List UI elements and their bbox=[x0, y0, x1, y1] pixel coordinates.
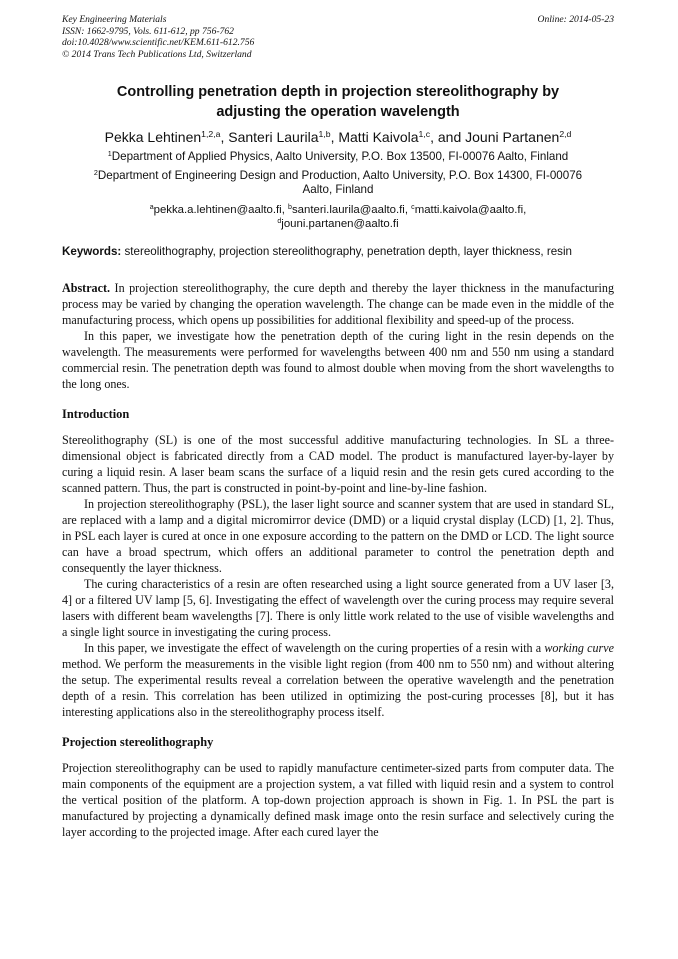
keywords bbox=[62, 245, 614, 259]
affiliation-2 bbox=[62, 169, 614, 198]
paragraph-text: In projection stereolithography, the cure depth and thereby the layer thickness in the manufacturing process may be varied by changing the operation wavelength. The change can be made even in the middle of the manufacturing process, which opens up possibilities for additional flexibility and speed-up of the process. bbox=[62, 280, 614, 327]
paper-title bbox=[62, 82, 614, 122]
journal-copyright: © 2014 Trans Tech Publications Ltd, Switzerland bbox=[62, 48, 252, 60]
author-list bbox=[62, 128, 614, 146]
author-separator: , bbox=[330, 129, 339, 145]
email-link[interactable]: pekka.a.lehtinen@aalto.fi, bbox=[153, 203, 289, 216]
paragraph-text: method. We perform the measurements in the visible light region (from 400 nm to 550 nm) and without altering the setup. The experimental results reveal a correlation between the operative wavelength and the penetration depth of a resin. This correlation has been utilized in optimizing the post-curing processes [8], but it has interesting applications also in the stereolithography process itself. bbox=[62, 656, 614, 719]
intro-paragraph: Stereolithography (SL) is one of the most successful additive manufacturing technologies. In SL a three-dimensional object is fabricated directly from a CAD model. The product is manufactured layer-by-layer by curing a liquid resin. A laser beam scans the surface of a liquid resin and the resin gets cured according to the scanned pattern. Thus, the part is constructed in point-by-point and line-by-line fashion. bbox=[62, 432, 614, 495]
email-mark: d bbox=[277, 217, 282, 225]
email-mark: c bbox=[411, 203, 415, 211]
intro-paragraph bbox=[62, 640, 614, 720]
journal-doi[interactable]: doi:10.4028/www.scientific.net/KEM.611-612.756 bbox=[62, 37, 255, 48]
affiliation-text: Aalto, Finland bbox=[302, 183, 374, 196]
abstract-paragraph: In this paper, we investigate how the penetration depth of the curing light in the resin depends on the wavelength. The measurements were performed for wavelengths between 400 nm and 550 nm using a standard commercial resin. The penetration depth was found to almost double when moving from the short wavelengths to the long ones. bbox=[62, 328, 614, 391]
title-line-1: Controlling penetration depth in projection stereolithography by bbox=[116, 84, 560, 100]
abstract-section bbox=[62, 280, 614, 392]
email-mark: a bbox=[149, 203, 154, 211]
author-affiliation-mark: 1,b bbox=[318, 129, 331, 140]
author-affiliation-mark: 1,2,a bbox=[201, 129, 221, 140]
keywords-text: stereolithography, projection stereolithography, penetration depth, layer thickness, resin bbox=[121, 244, 572, 258]
psl-paragraph: Projection stereolithography can be used to rapidly manufacture centimeter-sized parts from computer data. The main components of the equipment are a projection system, a vat filled with liquid resin and a system to control the vertical position of the platform. A top-down projection approach is shown in Fig. 1. In PSL the part is manufactured by projecting a dynamically defined mask image onto the resin surface and selectively curing the layer according to the projected image. After each cured layer the bbox=[62, 760, 614, 839]
author-name: Santeri Laurila bbox=[228, 129, 319, 145]
title-line-2: adjusting the operation wavelength bbox=[216, 104, 460, 120]
affiliation-mark: 1 bbox=[107, 149, 112, 159]
section-heading-introduction: Introduction bbox=[62, 406, 130, 421]
keywords-label: Keywords: bbox=[62, 244, 122, 258]
affiliation-text: Department of Engineering Design and Production, Aalto University, P.O. Box 14300, FI-00076 bbox=[97, 168, 583, 182]
author-name: Jouni Partanen bbox=[465, 129, 560, 145]
paragraph-text: In this paper, we investigate the effect of wavelength on the curing properties of a resin with a bbox=[84, 640, 545, 655]
journal-issn: ISSN: 1662-9795, Vols. 611-612, pp 756-762 bbox=[62, 25, 234, 37]
journal-name: Key Engineering Materials bbox=[62, 14, 167, 25]
email-mark: b bbox=[288, 203, 292, 211]
email-list bbox=[62, 203, 614, 231]
paper-body bbox=[62, 280, 614, 840]
author-separator: , and bbox=[430, 129, 466, 145]
paper-page bbox=[62, 14, 614, 840]
affiliation-1 bbox=[62, 150, 614, 165]
affiliation-mark: 2 bbox=[93, 167, 98, 177]
intro-paragraph: In projection stereolithography (PSL), the laser light source and scanner system that are used in standard SL, are replaced with a lamp and a digital micromirror device (DMD) or a liquid crystal display (LCD) [1, 2]. Thus, in PSL each layer is cured at once in one exposure according to the pattern on the DMD or LCD. The light source can have a broad spectrum, which offers an additional parameter to control the penetration depth and consequently the layer thickness. bbox=[62, 496, 614, 575]
author-name: Pekka Lehtinen bbox=[104, 129, 202, 145]
affiliation-text: Department of Applied Physics, Aalto University, P.O. Box 13500, FI-00076 Aalto, Finland bbox=[111, 150, 569, 163]
abstract-label: Abstract. bbox=[62, 280, 111, 295]
abstract-paragraph bbox=[62, 280, 614, 328]
email-link[interactable]: jouni.partanen@aalto.fi bbox=[281, 217, 399, 230]
email-link[interactable]: santeri.laurila@aalto.fi, bbox=[291, 203, 412, 216]
author-separator: , bbox=[220, 129, 229, 145]
journal-header bbox=[62, 14, 614, 60]
author-affiliation-mark: 1,c bbox=[418, 129, 431, 140]
section-heading-projection-stereolithography: Projection stereolithography bbox=[62, 734, 214, 749]
emphasis-text: working curve bbox=[544, 640, 614, 655]
author-name: Matti Kaivola bbox=[338, 129, 419, 145]
online-date: Online: 2014-05-23 bbox=[537, 14, 614, 25]
intro-paragraph: The curing characteristics of a resin are often researched using a light source generated from a UV laser [3, 4] or a filtered UV lamp [5, 6]. Investigating the effect of wavelength over the curing process may require several lasers with different beam wavelengths [7]. There is only little work related to the use of visible wavelengths and a single light source in investigating the curing process. bbox=[62, 576, 614, 639]
author-affiliation-mark: 2,d bbox=[559, 129, 572, 140]
email-link[interactable]: matti.kaivola@aalto.fi, bbox=[414, 203, 527, 216]
